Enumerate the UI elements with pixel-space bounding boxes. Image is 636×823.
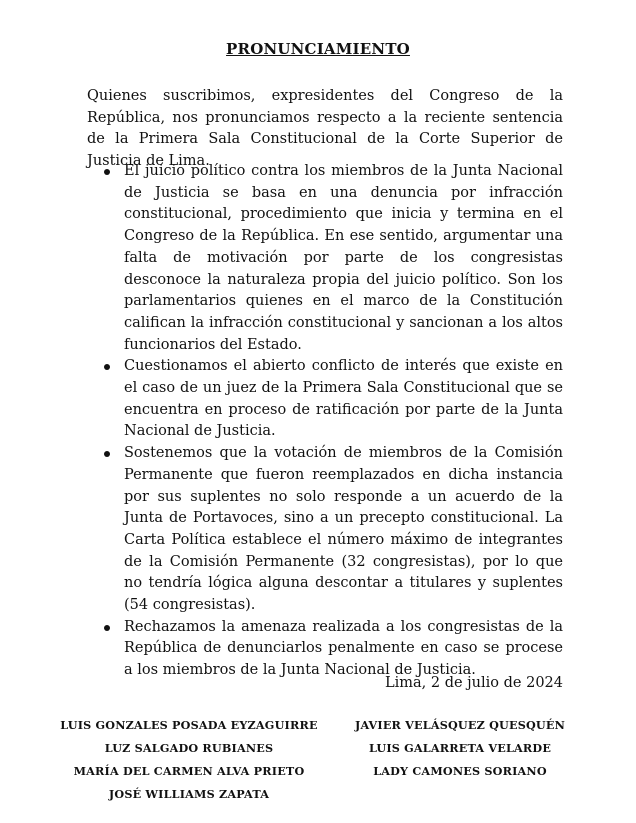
statement-item (87, 617, 563, 682)
signatory-name: LUIS GALARRETA VELARDE (368, 741, 552, 755)
signatories-right-column (348, 714, 572, 783)
statement-item (87, 356, 563, 443)
document-title: PRONUNCIAMIENTO (226, 40, 410, 58)
bullet-icon (104, 169, 110, 175)
bullet-icon (104, 625, 110, 631)
statement-text: Rechazamos la amenaza realizada a los congresistas de la República de denunciarlos penalmente en caso se procese a los miembros de la Junta Nacional de Justicia. (124, 618, 563, 679)
signatory-name: LADY CAMONES SORIANO (373, 764, 547, 778)
signatory-name: JAVIER VELÁSQUEZ QUESQUÉN (354, 718, 566, 732)
statement-text: Cuestionamos el abierto conflicto de interés que existe en el caso de un juez de la Primera Sala Constitucional que se encuentra en proceso de ratificación por parte de la Junta Nacional de Justicia. (124, 358, 563, 440)
document-date: Lima, 2 de julio de 2024 (384, 675, 563, 691)
statement-text: El juicio político contra los miembros de la Junta Nacional de Justicia se basa en una denuncia por infracción constitucional, procedimiento que inicia y termina en el Congreso de la República. En ese sentido, argumentar una falta de motivación por parte de los congresistas desconoce la naturaleza propia del juicio político. Son los parlamentarios quienes en el marco de la Constitución califican la infracción constitucional y sancionan a los altos funcionarios del Estado. (124, 163, 563, 353)
bullet-icon (104, 364, 110, 370)
signatories-block (0, 714, 636, 814)
statement-item (87, 161, 563, 356)
signatories-left-column (60, 714, 318, 806)
signatory-name: JOSÉ WILLIAMS ZAPATA (108, 787, 270, 801)
signatory-name: MARÍA DEL CARMEN ALVA PRIETO (73, 764, 305, 778)
bullet-icon (104, 451, 110, 457)
signatory-name: LUZ SALGADO RUBIANES (104, 741, 274, 755)
intro-paragraph: Quienes suscribimos, expresidentes del Congreso de la República, nos pronunciamos respecto a la reciente sentencia de la Primera Sala Constitucional de la Corte Superior de Justicia de Lima. (87, 88, 563, 170)
signatory-name: LUIS GONZALES POSADA EYZAGUIRRE (60, 718, 318, 732)
statement-text: Sostenemos que la votación de miembros de la Comisión Permanente que fueron reemplazados en dicha instancia por sus suplentes no solo responde a un acuerdo de la Junta de Portavoces, sino a un precepto constitucional. La Carta Política establece el número máximo de integrantes de la Comisión Permanente (32 congresistas), por lo que no tendría lógica alguna descontar a titulares y suplentes (54 congresistas). (124, 445, 563, 614)
statement-list (87, 161, 563, 682)
statement-item (87, 443, 563, 617)
